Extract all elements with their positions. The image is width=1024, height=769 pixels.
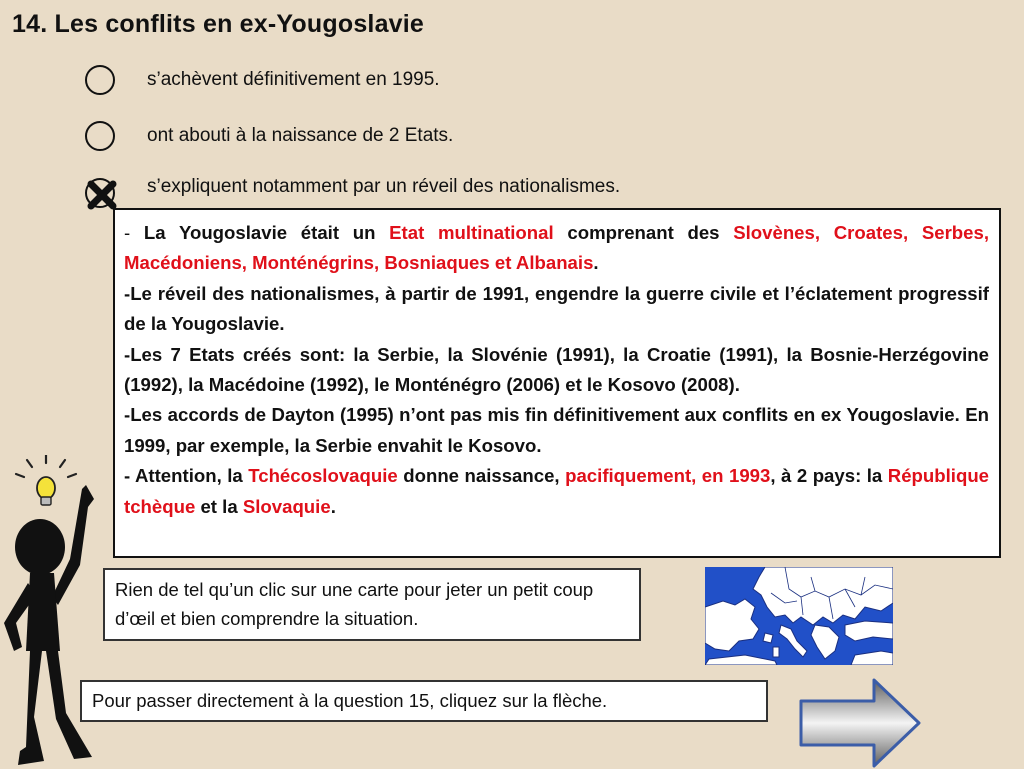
p5-highlight-czech-republic: République tchèque [124,465,990,517]
p5-highlight-slovakia: Slovaquie [242,495,331,517]
p1-part-a: La Yougoslavie était un [143,222,390,243]
p1-part-e: . [593,252,599,274]
stick-figure-thinker [0,455,120,768]
explanation-paragraph-4: -Les accords de Dayton (1995) n’ont pas mis fin définitivement aux conflits en ex Yougoslavie. En 1999, par exemple, la Serbie envahit le Kosovo. [124,404,989,456]
question-title: 14. Les conflits en ex-Yougoslavie [12,10,425,38]
p5-part-a: - Attention, la [124,465,249,487]
explanation-paragraph-2: -Le réveil des nationalismes, à partir de 1991, engendre la guerre civile et l’éclatement progressif de la Yougoslavie. [124,282,989,335]
p5-part-g: et la [195,495,243,517]
p1-dash: - [124,222,144,243]
option-2[interactable] [85,121,785,161]
option-1[interactable] [85,65,785,105]
p1-highlight-peoples: Slovènes, Croates, Serbes, Macédoniens, Monténégrins, Bosniaques et Albanais [124,222,990,274]
p5-part-e: , à 2 pays: la [770,465,888,487]
lightbulb-icon [16,455,76,505]
map-hint-box: Rien de tel qu’un clic sur une carte pour jeter un petit coup d’œil et bien comprendre la situation. [103,568,641,641]
p1-part-c: comprenant des [553,222,734,243]
next-hint-box: Pour passer directement à la question 15, cliquez sur la flèche. [80,680,768,722]
p5-highlight-peacefully: pacifiquement, en 1993 [565,465,771,487]
explanation-box [113,208,1001,558]
p1-highlight-multinational: Etat multinational [389,222,554,243]
explanation-paragraph-3: -Les 7 Etats créés sont: la Serbie, la Slovénie (1991), la Croatie (1991), la Bosnie-Herzégovine (1992), la Macédoine (1992), le Monténégro (2006) et le Kosovo (2008). [124,343,989,396]
option-2-text: ont abouti à la naissance de 2 Etats. [147,125,454,146]
option-3-text: s’expliquent notamment par un réveil des nationalismes. [147,176,621,197]
option-1-radio[interactable] [85,65,115,95]
p5-part-i: . [330,495,336,517]
p5-part-c: donne naissance, [397,465,566,487]
explanation-paragraph-5 [124,461,989,522]
europe-map-icon [705,567,893,665]
option-3-radio[interactable] [85,178,115,208]
option-1-text: s’achèvent définitivement en 1995. [147,69,440,90]
explanation-paragraph-1 [124,218,989,279]
p5-highlight-czechoslovakia: Tchécoslovaquie [248,465,398,487]
map-thumbnail[interactable] [705,567,893,665]
option-2-radio[interactable] [85,121,115,151]
next-arrow-icon[interactable] [798,677,924,769]
